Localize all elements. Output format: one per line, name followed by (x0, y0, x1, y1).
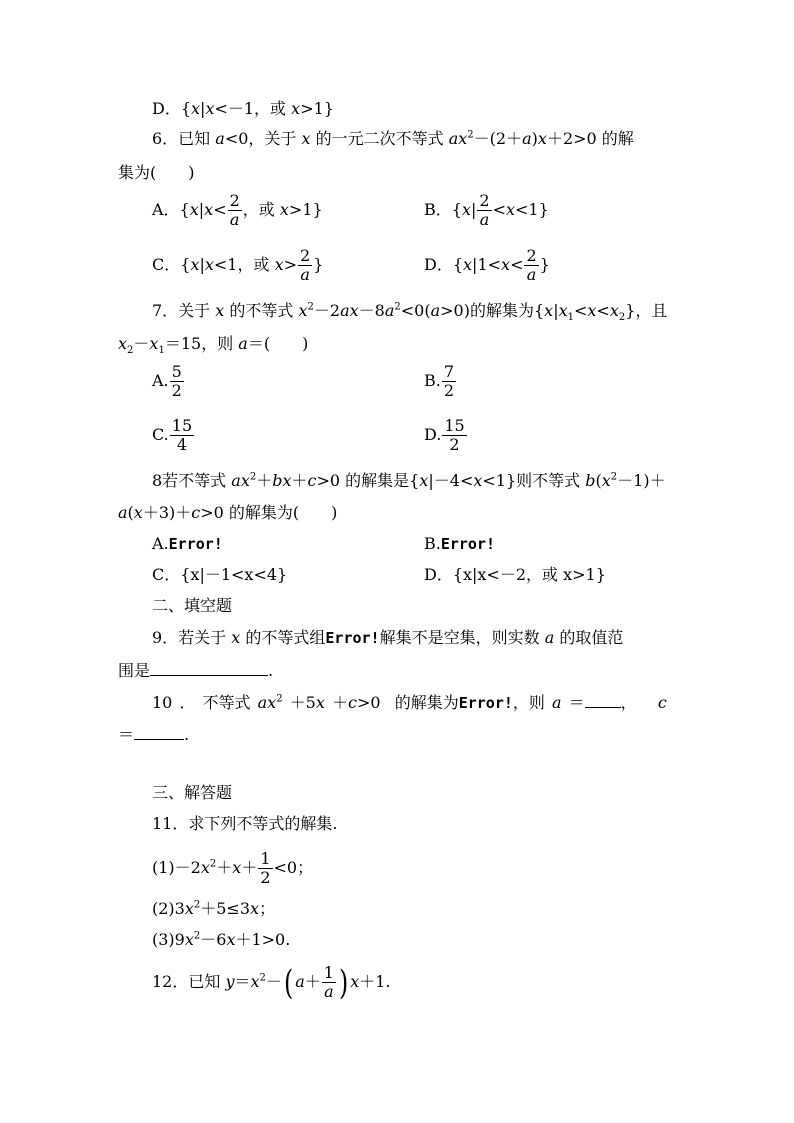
q7-option-c: C. $\frac{15}{4}$ (152, 416, 193, 454)
q6-option-a: A．{x|x< $\frac{2}{a}$ ，或 x>1} (152, 191, 323, 229)
q11-part3: $(3)9x^2-6x+1>0$. (152, 930, 291, 949)
q6-option-b: B．{x| $\frac{2}{a}$ <x<1} (424, 191, 549, 229)
q6-option-d: D．{x|1<x< $\frac{2}{a}$ } (424, 246, 550, 284)
q9-stem-line2: 围是 . (118, 661, 274, 680)
q10-answer-blank-c[interactable] (134, 723, 184, 740)
q11-part1: $(1)-2x^2+x+$ $\frac{1}{2}$ <0； (152, 849, 314, 887)
q9-answer-blank[interactable] (150, 659, 268, 676)
q7-stem-line1: 7．关于 x 的不等式 $x^2-2ax-8a^2<0(a>0)$的解集为$\{x|x_1<x<x_2\}$，且 (152, 301, 668, 324)
q12-stem: 12．已知 $y=x^2-$( a＋ $\frac{1}{a}$ ) x＋1. (152, 962, 391, 1003)
q7-stem-line2: $x_2-x_1=15$，则 a＝( ) (118, 334, 309, 357)
q10-stem-line2: ＝ . (118, 725, 190, 744)
q11-part2: $(2)3x^2+5\le 3x$； (152, 899, 276, 918)
q8-option-b: B.Error! (424, 534, 496, 553)
q8-option-c: C．{x|－1<x<4} (152, 565, 288, 584)
q7-option-d: D. $\frac{15}{2}$ (424, 416, 465, 454)
q6-option-c: C．{x|x<1，或 x> $\frac{2}{a}$ } (152, 246, 324, 284)
q7-option-b: B. $\frac{7}{2}$ (424, 362, 455, 400)
section-heading-solve: 三、解答题 (152, 783, 233, 802)
q6-stem-line1: 6．已知 a<0，关于 x 的一元二次不等式 $ax^2-(2+a)x+2>0$ 的解 (152, 129, 634, 148)
q8-stem-line2: a(x＋3)＋c>0 的解集为( ) (118, 503, 338, 522)
q9-stem-line1: 9．若关于 x 的不等式组Error!解集不是空集，则实数 a 的取值范 (152, 628, 624, 647)
q7-option-a: A. $\frac{5}{2}$ (152, 362, 182, 400)
section-heading-fill-in: 二、填空题 (152, 596, 233, 615)
q11-stem: 11．求下列不等式的解集. (152, 814, 338, 833)
q10-answer-blank-a[interactable] (585, 691, 621, 708)
q8-option-a: A.Error! (152, 534, 223, 553)
q8-option-d: D．{x|x<－2，或 x>1} (424, 565, 606, 584)
q5-option-d: D．{x|x<－1，或 x>1} (152, 99, 334, 118)
q10-stem-line1: 10 ． 不等式 $ax^2 +5x +c>0$ 的解集为Error!，则 a ＝ ， c (152, 693, 667, 712)
q8-stem-line1: 8若不等式 $ax^2+bx+c>0$ 的解集是{x|－4<x<1}则不等式 $b(x^2-1)+$ (152, 471, 666, 490)
q6-stem-line2: 集为( ) (118, 163, 195, 182)
